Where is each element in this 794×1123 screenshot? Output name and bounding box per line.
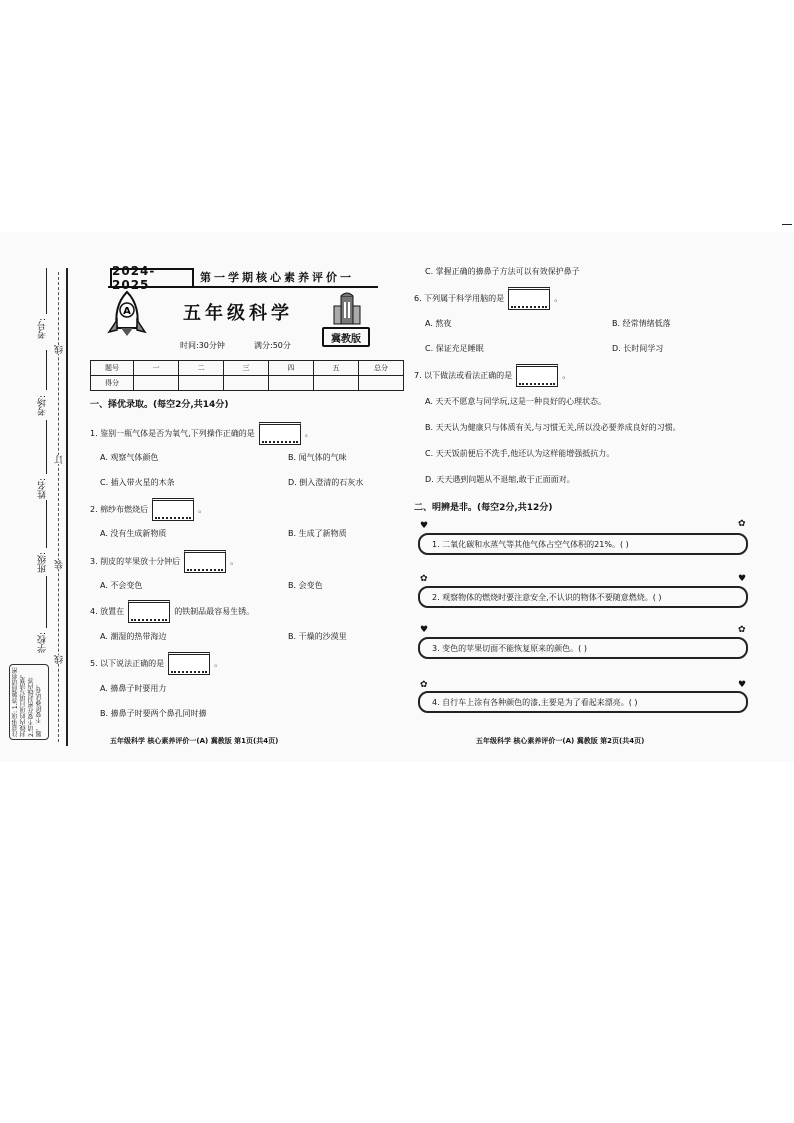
class-line <box>46 500 47 548</box>
q5-option-a: A. 擤鼻子时要用力 <box>100 684 167 693</box>
score-cell: 得分 <box>91 376 134 391</box>
class-label: 班级: <box>38 552 48 574</box>
q7-stem-end: 。 <box>562 371 571 380</box>
q1-stem-end: 。 <box>304 429 313 438</box>
q1-answer-blank[interactable] <box>259 422 301 445</box>
notice-box: 注意事项: 1.答题前请将密封线内的项目填写清楚。 2.请不要在密封线内答题。 不要折叠试卷。 <box>9 664 49 740</box>
name-line <box>46 420 47 474</box>
q3-option-a: A. 不会变色 <box>100 581 143 590</box>
exam-no-line <box>46 268 47 314</box>
q1-option-d: D. 倒入澄清的石灰水 <box>288 478 364 487</box>
q7-option-d: D. 天天遇到问题从不退缩,敢于正面面对。 <box>425 475 575 484</box>
q6-answer-blank[interactable] <box>508 287 550 310</box>
score-cell: 四 <box>269 361 314 376</box>
q7-option-c: C. 天天饭前便后不洗手,他还认为这样能增强抵抗力。 <box>425 449 615 458</box>
q3-stem-end: 。 <box>230 557 239 566</box>
q6-option-b: B. 经常情绪低落 <box>612 319 671 328</box>
score-input-cell[interactable] <box>134 376 179 391</box>
full-score: 满分:50分 <box>254 341 291 350</box>
q2-option-a: A. 没有生成新物质 <box>100 529 167 538</box>
heart-icon: ♥ <box>738 574 747 584</box>
q1-stem <box>90 422 313 445</box>
score-cell: 一 <box>134 361 179 376</box>
q5-answer-blank[interactable] <box>168 652 210 675</box>
exam-time: 时间:30分钟 <box>180 341 225 350</box>
school-label: 学校: <box>38 632 48 654</box>
q1-stem-text: 1. 鉴别一瓶气体是否为氧气,下列操作正确的是 <box>90 429 255 438</box>
flower-icon: ✿ <box>738 625 746 635</box>
exam-series-title: 第一学期核心素养评价一 <box>200 271 354 284</box>
heart-icon: ♥ <box>738 680 747 690</box>
q7-stem-text: 7. 以下做法或看法正确的是 <box>414 371 513 380</box>
q5-stem-end: 。 <box>214 659 223 668</box>
seal-char-2: 订 <box>55 455 65 464</box>
footer-page2: 五年级科学 核心素养评价一(A) 冀教版 第2页(共4页) <box>476 737 645 745</box>
seal-char-4: 线 <box>55 655 65 664</box>
q4-stem <box>90 600 254 623</box>
room-line <box>46 350 47 390</box>
q1-option-a: A. 观察气体颜色 <box>100 453 159 462</box>
q5-stem-text: 5. 以下说法正确的是 <box>90 659 165 668</box>
q7-option-a: A. 天天不愿意与同学玩,这是一种良好的心理状态。 <box>425 397 606 406</box>
tf-item-1[interactable]: 1. 二氧化碳和水蒸气等其他气体占空气体积的21%。( ) <box>418 533 748 555</box>
score-cell: 总分 <box>359 361 404 376</box>
seal-char-1: 线 <box>55 345 65 354</box>
svg-text:A: A <box>123 306 131 317</box>
heart-icon: ♥ <box>420 521 429 531</box>
q5-option-b: B. 擤鼻子时要两个鼻孔同时擤 <box>100 709 207 718</box>
q6-stem-end: 。 <box>554 294 563 303</box>
corner-mark <box>782 224 792 225</box>
q1-option-c: C. 插入带火星的木条 <box>100 478 175 487</box>
school-line <box>46 576 47 628</box>
q2-stem-text: 2. 棉纱布燃烧后 <box>90 505 149 514</box>
tf-item-4[interactable]: 4. 自行车上涂有各种颜色的漆,主要是为了看起来漂亮。( ) <box>418 691 748 713</box>
q3-stem <box>90 550 238 573</box>
seal-dashed-line <box>58 272 59 742</box>
q3-stem-text: 3. 削皮的苹果放十分钟后 <box>90 557 181 566</box>
building-icon <box>332 290 362 326</box>
name-label: 姓名: <box>38 478 48 500</box>
q2-option-b: B. 生成了新物质 <box>288 529 347 538</box>
q6-stem <box>414 287 562 310</box>
section1-title: 一、择优录取。(每空2分,共14分) <box>90 400 229 410</box>
section2-title: 二、明辨是非。(每空2分,共12分) <box>414 503 553 513</box>
heart-icon: ♥ <box>420 625 429 635</box>
score-input-cell[interactable] <box>269 376 314 391</box>
tf-item-2[interactable]: 2. 观察物体的燃烧时要注意安全,不认识的物体不要随意燃烧。( ) <box>418 586 748 608</box>
q7-stem <box>414 364 570 387</box>
q7-answer-blank[interactable] <box>516 364 558 387</box>
binding-line <box>66 268 68 746</box>
q2-answer-blank[interactable] <box>152 498 194 521</box>
flower-icon: ✿ <box>420 574 428 584</box>
edition-badge: 冀教版 <box>322 327 370 347</box>
q1-option-b: B. 闻气体的气味 <box>288 453 347 462</box>
header-rule <box>108 286 378 288</box>
exam-no-label: 考号: <box>38 318 48 340</box>
tf-item-3[interactable]: 3. 变色的苹果切面不能恢复原来的颜色。( ) <box>418 637 748 659</box>
q6-stem-text: 6. 下列属于科学用脑的是 <box>414 294 505 303</box>
q3-option-b: B. 会变色 <box>288 581 323 590</box>
q5-stem <box>90 652 222 675</box>
flower-icon: ✿ <box>420 680 428 690</box>
score-cell: 三 <box>224 361 269 376</box>
flower-icon: ✿ <box>738 519 746 529</box>
q2-stem <box>90 498 206 521</box>
q4-option-b: B. 干燥的沙漠里 <box>288 632 347 641</box>
score-input-cell[interactable] <box>179 376 224 391</box>
subject-title: 五年级科学 <box>183 303 293 324</box>
seal-char-3: 装 <box>55 560 65 569</box>
q3-answer-blank[interactable] <box>184 550 226 573</box>
q4-option-a: A. 潮湿的热带海边 <box>100 632 167 641</box>
room-label: 考场: <box>38 395 48 417</box>
score-input-cell[interactable] <box>224 376 269 391</box>
score-input-cell[interactable] <box>359 376 404 391</box>
score-cell: 题号 <box>91 361 134 376</box>
q4-answer-blank[interactable] <box>128 600 170 623</box>
score-input-cell[interactable] <box>314 376 359 391</box>
score-table <box>90 360 404 391</box>
q7-option-b: B. 天天认为健康只与体质有关,与习惯无关,所以没必要养成良好的习惯。 <box>425 423 681 432</box>
score-table-header-row <box>91 361 404 376</box>
score-cell: 五 <box>314 361 359 376</box>
q5-option-c: C. 掌握正确的擤鼻子方法可以有效保护鼻子 <box>425 267 580 276</box>
q2-stem-end: 。 <box>198 505 207 514</box>
q4-stem-text: 4. 放置在 <box>90 607 125 616</box>
score-cell: 二 <box>179 361 224 376</box>
rocket-logo-icon <box>106 290 148 338</box>
q6-option-c: C. 保证充足睡眠 <box>425 344 484 353</box>
score-table-score-row <box>91 376 404 391</box>
q4-stem-end: 的铁制品最容易生锈。 <box>174 607 255 616</box>
q6-option-a: A. 熬夜 <box>425 319 452 328</box>
q6-option-d: D. 长时间学习 <box>612 344 664 353</box>
footer-page1: 五年级科学 核心素养评价一(A) 冀教版 第1页(共4页) <box>110 737 279 745</box>
year-badge: 2024-2025 <box>110 268 194 288</box>
